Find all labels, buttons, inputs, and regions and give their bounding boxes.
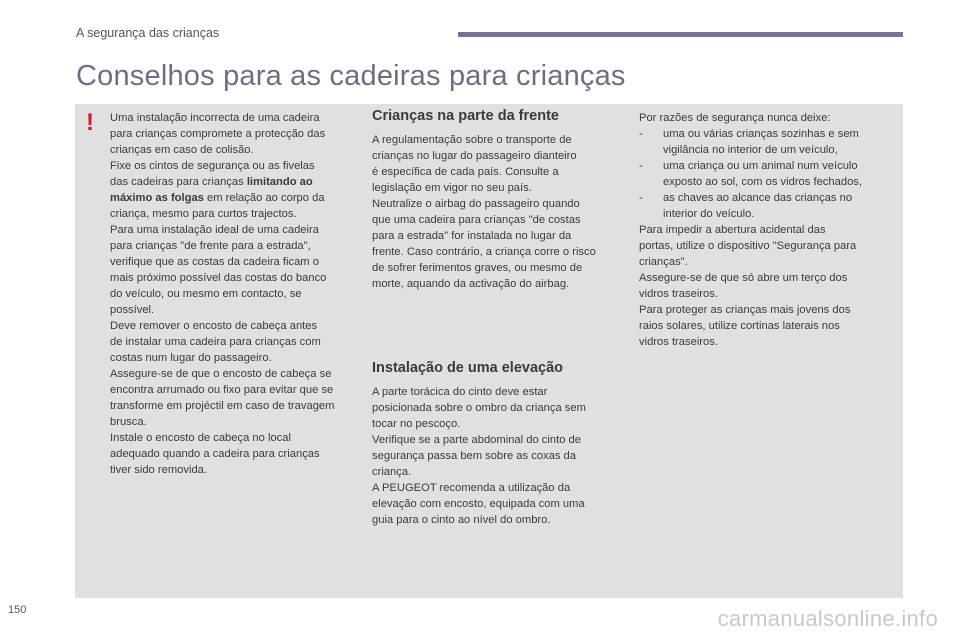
page-title: Conselhos para as cadeiras para crianças	[76, 60, 626, 92]
text-line: crianças".	[639, 256, 688, 268]
page-number: 150	[8, 604, 27, 616]
bullet-item	[639, 190, 889, 222]
text-line: Deve remover o encosto de cabeça antes	[110, 320, 318, 332]
text-line: criança, mesmo para curtos trajectos.	[110, 208, 297, 220]
text-line: Para uma instalação ideal de uma cadeira	[110, 224, 319, 236]
text-line: para crianças "de frente para a estrada",	[110, 240, 311, 252]
bullet-list	[639, 126, 889, 222]
bullet-text-line: uma ou várias crianças sozinhas e sem	[663, 128, 859, 140]
bold-fragment: limitando ao	[246, 176, 313, 188]
text-line: vidros traseiros.	[639, 288, 718, 300]
text-line: Uma instalação incorrecta de uma cadeira	[110, 112, 320, 124]
text-line: posicionada sobre o ombro da criança sem	[372, 402, 586, 414]
text-line: Assegure-se de que o encosto de cabeça se	[110, 368, 332, 380]
text-line: Fixe os cintos de segurança ou as fivelas	[110, 160, 315, 172]
text-line: para a estrada" for instalada no lugar da	[372, 230, 572, 242]
text-line: verifique que as costas da cadeira ficam o	[110, 256, 319, 268]
bullet-item	[639, 126, 889, 158]
text-fragment: em relação ao corpo da	[203, 192, 325, 204]
bullet-item	[639, 158, 889, 190]
text-line: Por razões de segurança nunca deixe:	[639, 112, 831, 124]
text-line: tocar no pescoço.	[372, 418, 461, 430]
text-line: Neutralize o airbag do passageiro quando	[372, 198, 580, 210]
bullet-text	[663, 190, 889, 222]
warning-icon: !	[86, 109, 94, 136]
text-line: costas num lugar do passageiro.	[110, 352, 272, 364]
dash-marker: -	[639, 128, 643, 140]
text-line: frente. Caso contrário, a criança corre o risco	[372, 246, 596, 258]
text-line: legislação em vigor no seu país.	[372, 182, 532, 194]
text-line: segurança passa bem sobre as coxas da	[372, 450, 576, 462]
text-line: mais próximo possível das costas do banco	[110, 272, 327, 284]
bullet-text-line: vigilância no interior de um veículo,	[663, 144, 838, 156]
text-line: de instalar uma cadeira para crianças com	[110, 336, 321, 348]
heading-front-seat: Crianças na parte da frente	[372, 108, 559, 124]
column-front-seat-text	[372, 132, 612, 292]
column-warning-rest	[110, 206, 362, 478]
text-line: Assegure-se de que só abre um terço dos	[639, 272, 848, 284]
column-warning-text	[110, 110, 362, 478]
bullet-text-line: uma criança ou um animal num veículo	[663, 160, 858, 172]
text-line: raios solares, utilize cortinas laterais nos	[639, 320, 840, 332]
bullet-text-line: interior do veículo.	[663, 208, 755, 220]
text-line-with-bold	[110, 190, 362, 206]
text-line: guia para o cinto ao nível do ombro.	[372, 514, 551, 526]
header-accent-bar	[458, 32, 903, 37]
text-line: crianças no lugar do passageiro dianteiro	[372, 150, 577, 162]
watermark: carmanualsonline.info	[717, 606, 938, 631]
text-line: A regulamentação sobre o transporte de	[372, 134, 572, 146]
dash-marker: -	[639, 160, 643, 172]
text-line: vidros traseiros.	[639, 336, 718, 348]
text-line: A parte torácica do cinto deve estar	[372, 386, 548, 398]
text-line: crianças em caso de colisão.	[110, 144, 254, 156]
bullet-text-line: exposto ao sol, com os vidros fechados,	[663, 176, 862, 188]
text-line: Para proteger as crianças mais jovens dos	[639, 304, 851, 316]
section-title: A segurança das crianças	[76, 26, 220, 40]
column-safety-tips	[639, 110, 889, 350]
text-line: portas, utilize o dispositivo "Segurança para	[639, 240, 857, 252]
text-line: elevação com encosto, equipada com uma	[372, 498, 585, 510]
bullet-text	[663, 126, 889, 158]
text-line: do veículo, ou mesmo em contacto, se	[110, 288, 302, 300]
text-line: Instale o encosto de cabeça no local	[110, 432, 291, 444]
column-booster-text	[372, 384, 612, 528]
text-line: transforme em projéctil em caso de travagem	[110, 400, 335, 412]
text-line: A PEUGEOT recomenda a utilização da	[372, 482, 571, 494]
text-line: que uma cadeira para crianças "de costas	[372, 214, 581, 226]
text-line: Verifique se a parte abdominal do cinto de	[372, 434, 581, 446]
text-line: morte, aquando da activação do airbag.	[372, 278, 570, 290]
text-line: possível.	[110, 304, 155, 316]
bullet-text-line: as chaves ao alcance das crianças no	[663, 192, 853, 204]
text-line: tiver sido removida.	[110, 464, 207, 476]
text-line: encontra arrumado ou fixo para evitar que se	[110, 384, 334, 396]
heading-booster: Instalação de uma elevação	[372, 360, 564, 376]
column-safety-rest	[639, 222, 889, 350]
text-line: para crianças compromete a protecção das	[110, 128, 326, 140]
text-line: criança.	[372, 466, 412, 478]
text-line: brusca.	[110, 416, 147, 428]
text-line: é específica de cada país. Consulte a	[372, 166, 559, 178]
text-line: de sofrer ferimentos graves, ou mesmo de	[372, 262, 583, 274]
text-line-with-bold	[110, 174, 362, 190]
bullet-text	[663, 158, 889, 190]
text-line: Para impedir a abertura acidental das	[639, 224, 826, 236]
text-fragment: das cadeiras para crianças	[110, 176, 244, 188]
dash-marker: -	[639, 192, 643, 204]
bold-fragment: máximo as folgas	[110, 192, 204, 204]
text-line: adequado quando a cadeira para crianças	[110, 448, 320, 460]
